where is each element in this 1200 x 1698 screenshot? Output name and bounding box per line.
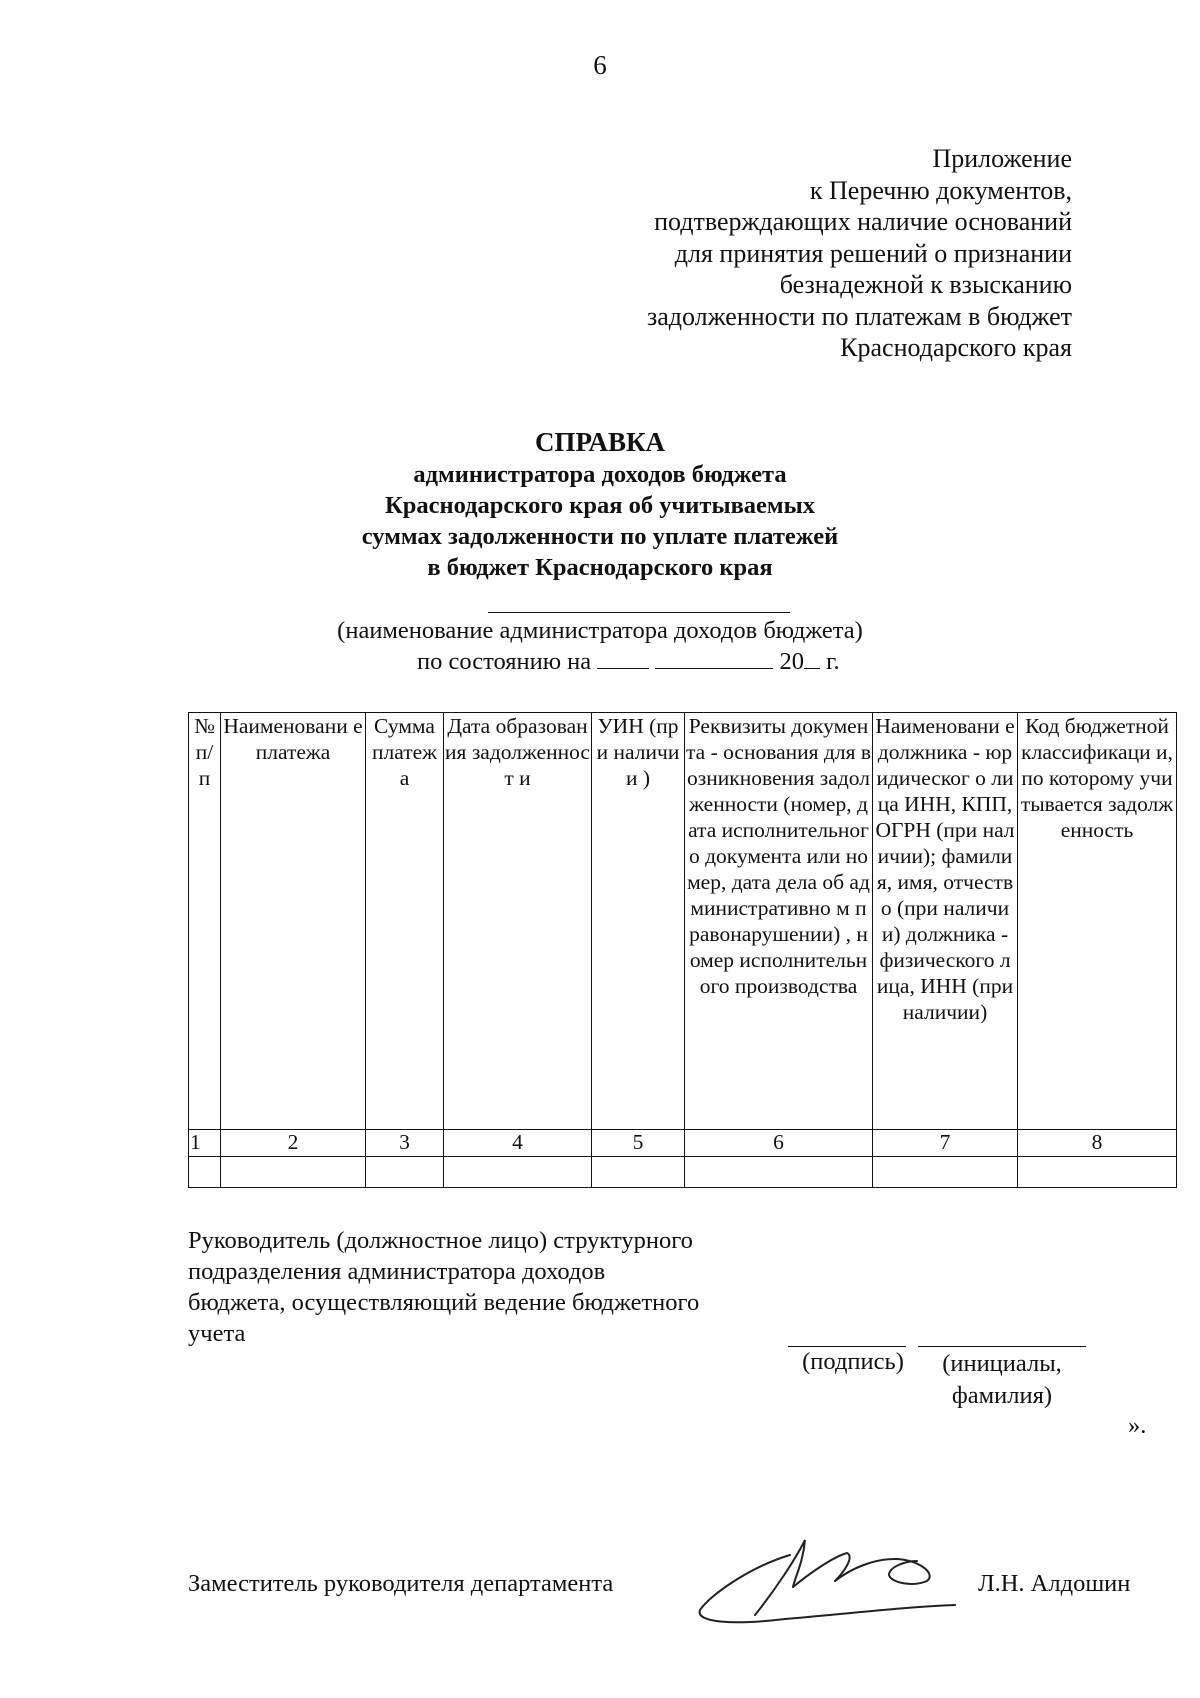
appendix-line: к Перечню документов, [809,175,1072,205]
table-column-number-row [189,1130,1177,1157]
appendix-line: для принятия решений о признании [674,238,1072,268]
table-cell [592,1157,685,1188]
date-line [417,646,840,676]
signoff-line: подразделения администратора доходов [188,1258,606,1285]
year-blank [804,646,820,669]
table-cell [366,1157,444,1188]
signoff-line: бюджета, осуществляющий ведение бюджетного [188,1289,700,1316]
table-header-row [189,713,1177,1130]
handwritten-signature [695,1515,975,1635]
subtitle-line: Краснодарского края об учитываемых [384,492,816,519]
table-cell [189,1157,221,1188]
table-cell [1018,1157,1177,1188]
column-number: 2 [221,1130,366,1157]
header-cell-payment-amount: Сумма платеж а [366,713,444,1130]
table-cell [873,1157,1018,1188]
signature-caption: (подпись) [802,1348,904,1375]
initials-caption-line: (инициалы, [942,1350,1062,1377]
appendix-line: безнадежной к взысканию [779,270,1072,299]
initials-caption [918,1348,1086,1412]
appendix-line: Краснодарского края [840,333,1072,362]
closing-quote: ». [1128,1412,1147,1439]
title-main: СПРАВКА [534,427,666,457]
debt-table [188,712,1177,1188]
admin-name-blank-line [488,612,790,613]
signoff-position [188,1225,808,1349]
subtitle-line: суммах задолженности по уплате платежей [361,523,839,550]
appendix-line: задолженности по платежам в бюджет [646,301,1072,331]
header-cell-number: № п/ п [189,713,221,1130]
signature-blank-line [788,1346,906,1347]
date-prefix: по состоянию на [417,648,592,675]
signoff-line: учета [188,1320,246,1347]
table-cell [221,1157,366,1188]
column-number: 6 [685,1130,873,1157]
appendix-note [647,143,1072,364]
column-number: 3 [366,1130,444,1157]
month-blank [655,646,773,669]
header-cell-budget-code: Код бюджетной классификаци и, по которому учитывается задолженность [1018,713,1177,1130]
column-number: 1 [189,1130,221,1157]
column-number: 8 [1018,1130,1177,1157]
day-blank [597,646,649,669]
footer-name: Л.Н. Алдошин [978,1570,1131,1597]
header-cell-payment-name: Наименовани е платежа [221,713,366,1130]
signoff-line: Руководитель (должностное лицо) структурного [188,1227,693,1254]
header-cell-uin: УИН (при наличии ) [592,713,685,1130]
footer-position: Заместитель руководителя департамента [188,1570,614,1597]
subtitle-line: администратора доходов бюджета [413,461,787,488]
column-number: 4 [444,1130,592,1157]
appendix-line: подтверждающих наличие оснований [654,207,1072,236]
table-cell [444,1157,592,1188]
table-empty-row [189,1157,1177,1188]
column-number: 5 [592,1130,685,1157]
header-cell-debt-date: Дата образования задолженност и [444,713,592,1130]
subtitle-line: в бюджет Краснодарского края [427,554,773,581]
admin-caption: (наименование администратора доходов бюджета) [337,617,863,644]
initials-blank-line [918,1346,1086,1347]
header-cell-debtor-name: Наименовани е должника - юридическог о лица ИНН, КПП, ОГРН (при наличии); фамилия, имя, отчество (при наличии) должника - физического лица, ИНН (при наличии) [873,713,1018,1130]
column-number: 7 [873,1130,1018,1157]
year-suffix: г. [826,648,840,675]
appendix-line: Приложение [932,144,1072,173]
initials-caption-line: фамилия) [951,1382,1053,1409]
table-cell [685,1157,873,1188]
year-prefix: 20 [779,648,805,675]
header-cell-document-details: Реквизиты документа - основания для возникновения задолженности (номер, дата исполнительного документа или номер, дата дела об административно м правонарушении) , номер исполнительного производства [685,713,873,1130]
document-title [0,425,1200,583]
page-number: 6 [593,50,607,80]
